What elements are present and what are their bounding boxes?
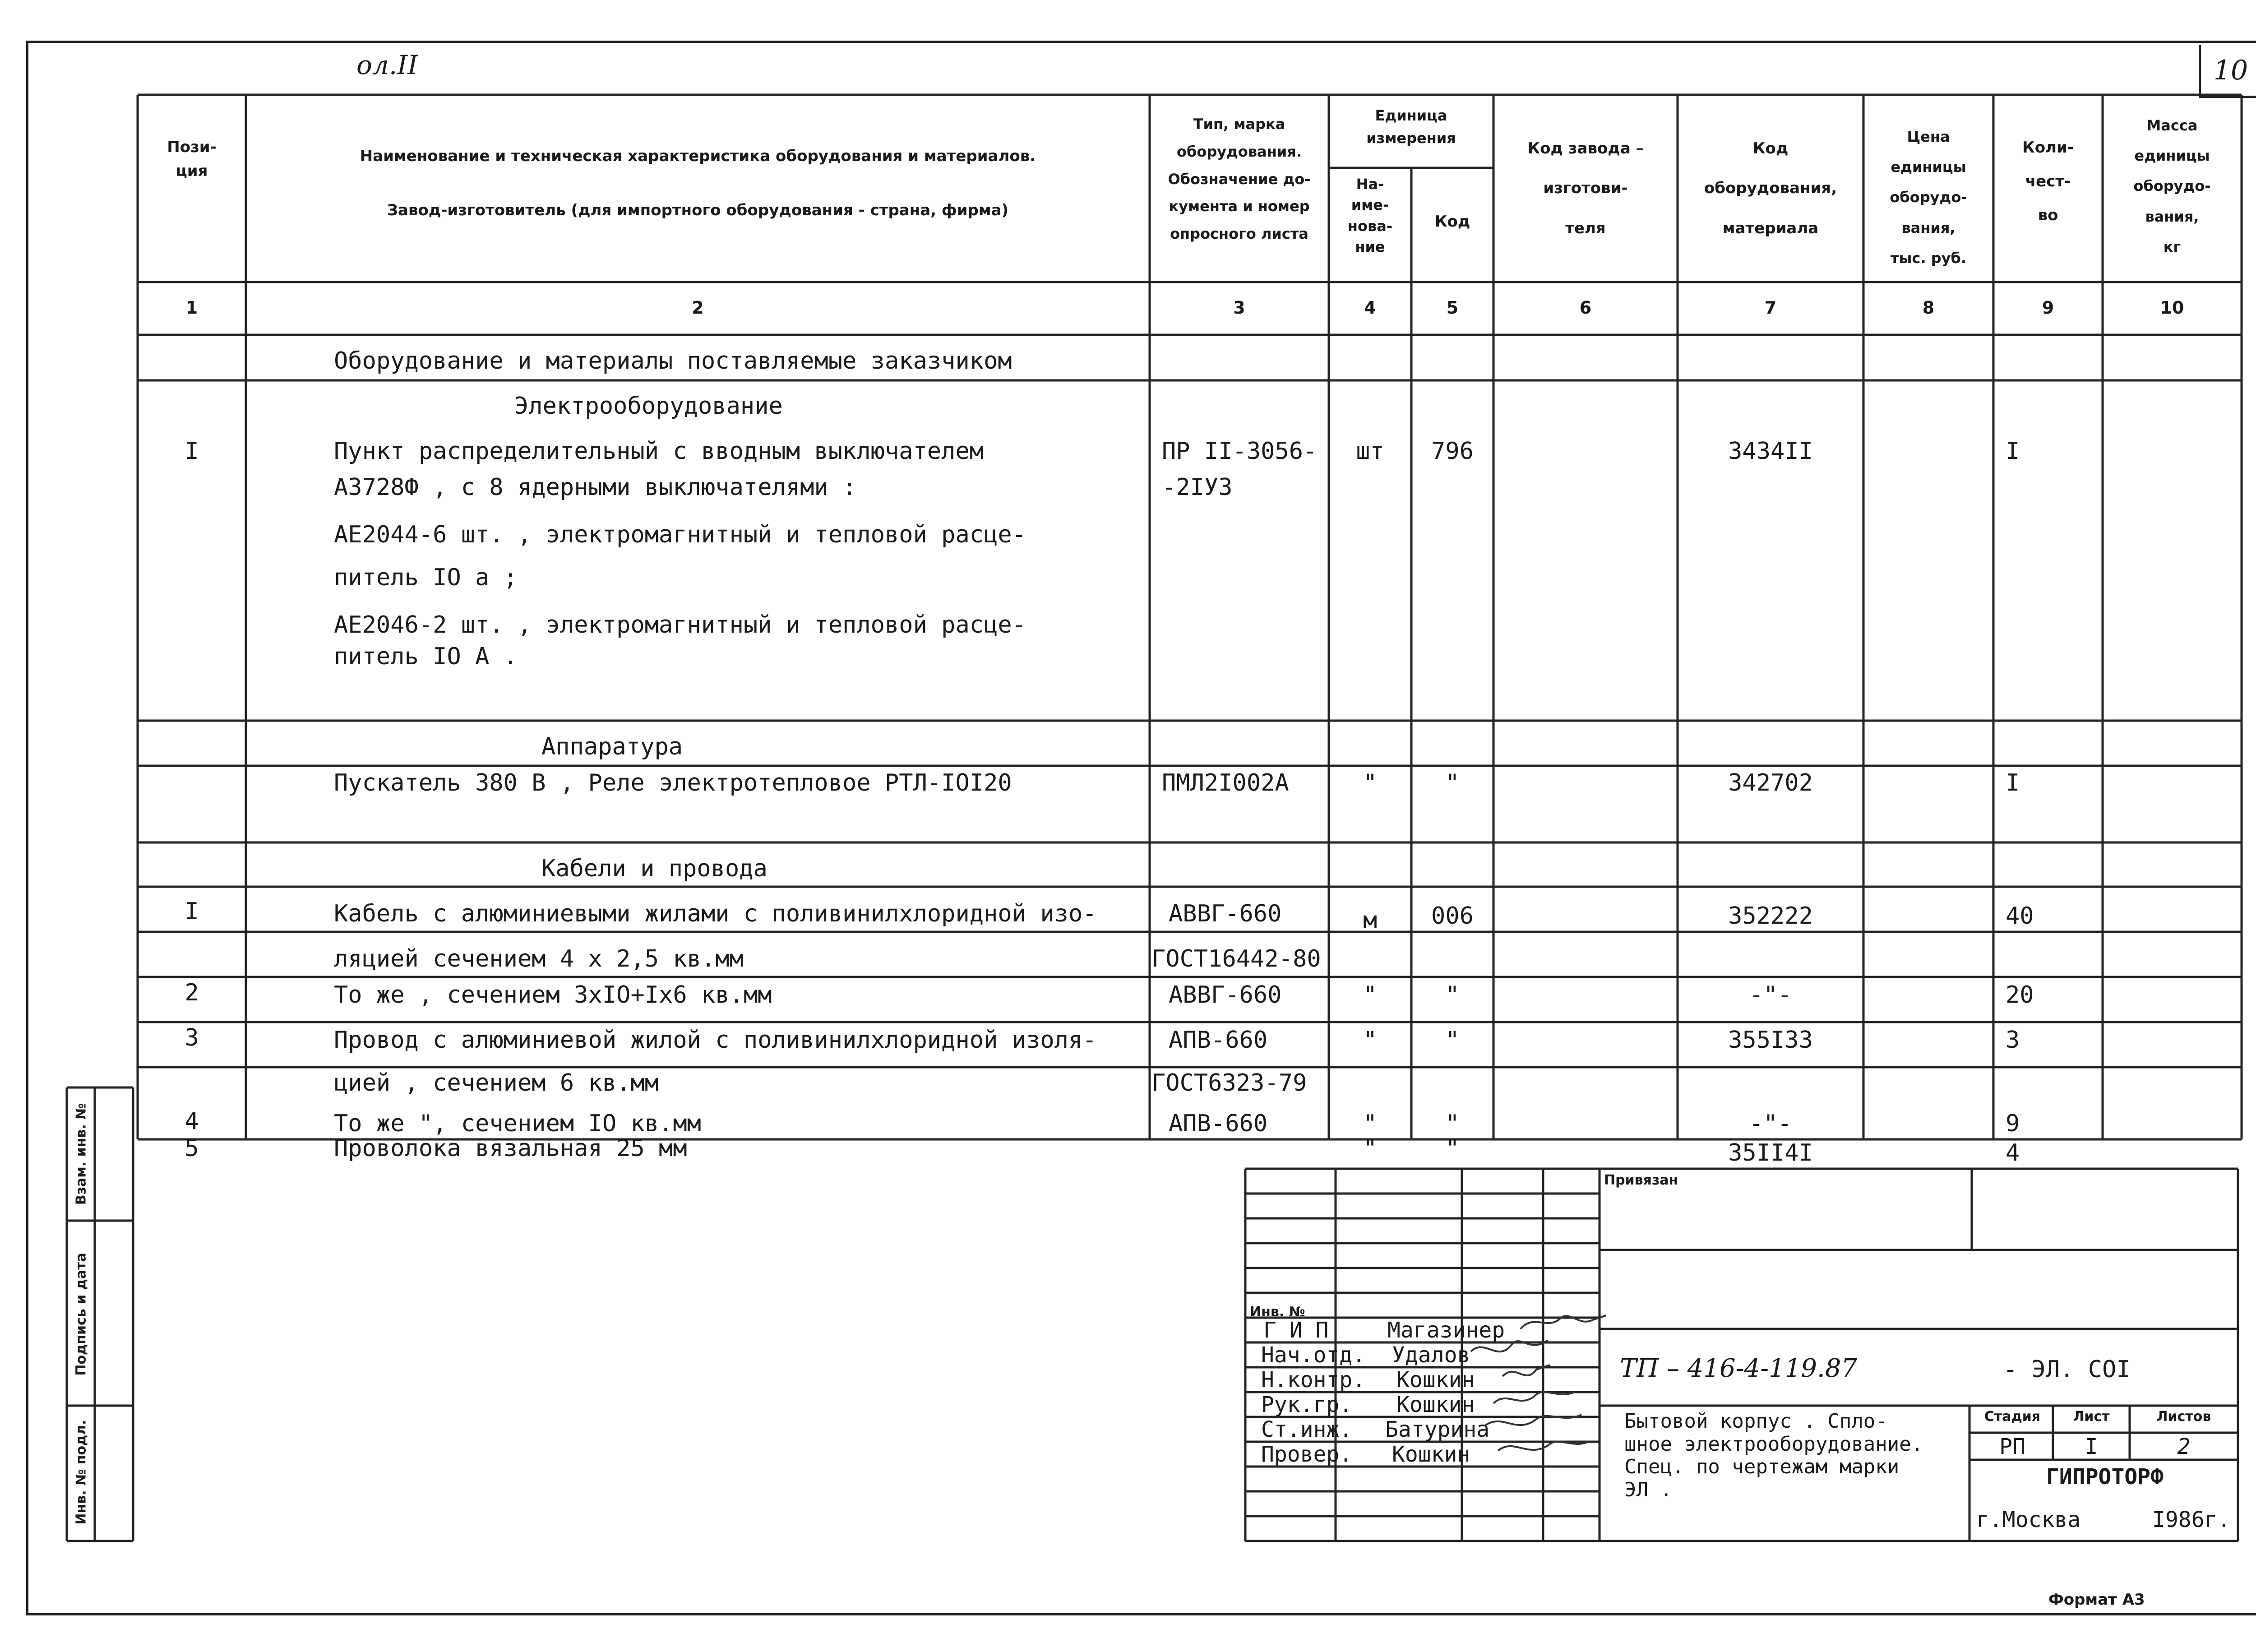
tb-city: г.Москва — [1976, 1507, 2081, 1532]
table-row-name: АЕ2044-6 шт. , электромагнитный и тепловой расце- — [334, 521, 1026, 548]
table-row-code: 796 — [1431, 438, 1474, 465]
table-row-item-code: -"- — [1749, 1110, 1792, 1137]
table-row-type: АВВГ-660 — [1169, 981, 1282, 1009]
tb-role: Н.контр. — [1261, 1367, 1366, 1393]
table-row-item-code: 355I33 — [1728, 1027, 1813, 1054]
table-row-name: питель IО А . — [334, 643, 518, 670]
tb-person: Удалов — [1392, 1342, 1470, 1368]
table-row-qty: 3 — [2006, 1027, 2020, 1054]
table-row-type: -2IУ3 — [1162, 474, 1233, 501]
table-row-pos: 5 — [185, 1135, 199, 1162]
tb-role: Провер. — [1261, 1442, 1353, 1467]
table-row-qty: I — [2006, 769, 2020, 796]
tb-sheet-label: Лист — [2073, 1409, 2110, 1425]
header-unit-code: Код — [1434, 213, 1470, 231]
format-label: Формат А3 — [2048, 1591, 2145, 1609]
col-number: 4 — [1364, 298, 1376, 318]
table-row-item-code: 352222 — [1728, 902, 1813, 930]
header-qty: Коли- чест- во — [2022, 139, 2074, 224]
header-name-line1: Наименование и техническая характеристика оборудования и материалов. — [360, 147, 1036, 165]
tb-sheets: 2 — [2177, 1434, 2191, 1459]
table-row-type: ГОСТ6323-79 — [1151, 1069, 1307, 1097]
table-row-qty: 40 — [2006, 902, 2034, 930]
table-row-pos: 2 — [185, 979, 199, 1006]
col-number: 8 — [1922, 298, 1935, 318]
table-row-qty: I — [2006, 438, 2020, 465]
tb-sheet: I — [2085, 1434, 2098, 1459]
table-row-pos: 4 — [185, 1108, 199, 1135]
table-row-type: АПВ-660 — [1169, 1027, 1268, 1054]
table-row-code: " — [1445, 769, 1460, 796]
table-row-pos: I — [185, 438, 199, 465]
corner-note: ол.II — [356, 50, 418, 80]
table-row-type: ПМЛ2I002А — [1162, 769, 1289, 796]
header-position: Пози- ция — [167, 138, 217, 180]
table-row-name: Пункт распределительный с вводным выключателем — [334, 438, 984, 465]
side-label-vzam-inv: Взам. инв. № — [73, 1103, 89, 1205]
table-row-name: То же ", сечением IО кв.мм — [334, 1110, 701, 1137]
table-row-unit: м — [1363, 907, 1378, 934]
col-number: 9 — [2042, 298, 2054, 318]
table-row-name: цией , сечением 6 кв.мм — [334, 1069, 659, 1097]
table-row-unit: " — [1363, 1110, 1378, 1137]
header-price: Цена единицы оборудо- вания, тыс. руб. — [1890, 128, 1967, 267]
col-number: 7 — [1764, 298, 1777, 318]
header-item-code: Код оборудования, материала — [1704, 139, 1837, 237]
col-number: 5 — [1446, 298, 1459, 318]
signatures — [1457, 1313, 1620, 1467]
table-row-name: То же , сечением 3хIО+Iх6 кв.мм — [334, 981, 772, 1009]
tb-person: Кошкин — [1396, 1392, 1475, 1417]
tb-person: Кошкин — [1392, 1442, 1470, 1467]
col-number: 2 — [692, 298, 704, 318]
tb-inv: Инв. № — [1250, 1304, 1305, 1320]
table-row-type: ГОСТ16442-80 — [1151, 945, 1321, 972]
table-row-name: Провод с алюминиевой жилой с поливинилхлоридной изоля- — [334, 1027, 1097, 1054]
table-row-item-code: 35II4I — [1728, 1139, 1813, 1166]
tb-role: Нач.отд. — [1261, 1342, 1366, 1368]
table-row-pos: I — [185, 898, 199, 925]
table-row-name: ляцией сечением 4 х 2,5 кв.мм — [334, 945, 744, 972]
section-title: Оборудование и материалы поставляемые заказчиком — [334, 347, 1012, 375]
section-title: Аппаратура — [541, 733, 683, 760]
tb-organization: ГИПРОТОРФ — [2046, 1464, 2164, 1490]
col-number: 6 — [1579, 298, 1592, 318]
table-row-type: АВВГ-660 — [1169, 900, 1282, 927]
col-number: 10 — [2160, 298, 2184, 318]
side-label-inv-podl: Инв. № подл. — [73, 1420, 89, 1525]
table-row-item-code: 342702 — [1728, 769, 1813, 796]
tb-stage-label: Стадия — [1984, 1409, 2041, 1425]
tb-role: Рук.гр. — [1261, 1392, 1353, 1417]
table-row-code: " — [1445, 1110, 1460, 1137]
side-label-signature-date: Подпись и дата — [73, 1253, 89, 1376]
tb-role: Ст.инж. — [1261, 1417, 1353, 1442]
header-name-line2: Завод-изготовитель (для импортного оборудования - страна, фирма) — [387, 201, 1009, 219]
table-row-qty: 20 — [2006, 981, 2034, 1009]
col-number: 3 — [1233, 298, 1245, 318]
tb-doc-suffix: - ЭЛ. СОI — [2003, 1356, 2131, 1383]
col-number: 1 — [185, 298, 198, 318]
table-row-code: " — [1445, 981, 1460, 1009]
table-row-item-code: 3434II — [1728, 438, 1813, 465]
header-type: Тип, марка оборудования. Обозначение до- кумента и номер опросного листа — [1168, 116, 1311, 243]
table-row-type: АПВ-660 — [1169, 1110, 1268, 1137]
tb-doc-code: ТП – 416-4-119.87 — [1620, 1354, 1858, 1383]
tb-person: Магазинер — [1387, 1318, 1505, 1343]
table-row-code: " — [1445, 1027, 1460, 1054]
tb-person: Батурина — [1385, 1417, 1490, 1442]
table-row-unit: " — [1363, 769, 1378, 796]
header-mass: Масса единицы оборудо- вания, кг — [2133, 117, 2211, 255]
table-row-name: АЕ2046-2 шт. , электромагнитный и тепловой расце- — [334, 611, 1026, 639]
tb-description: Бытовой корпус . Спло- шное электрооборудование. Спец. по чертежам марки ЭЛ . — [1624, 1410, 1923, 1501]
table-row-code: 006 — [1431, 902, 1474, 930]
table-row-unit: " — [1363, 1135, 1378, 1162]
table-row-code: " — [1445, 1135, 1460, 1162]
section-title: Электрооборудование — [514, 393, 783, 420]
table-row-name: А3728Ф , с 8 ядерными выключателями : — [334, 474, 857, 501]
table-row-name: Кабель с алюминиевыми жилами с поливинилхлоридной изо- — [334, 900, 1097, 927]
table-row-unit: " — [1363, 1027, 1378, 1054]
table-row-type: ПР II-3056- — [1162, 438, 1318, 465]
tb-person: Кошкин — [1396, 1367, 1475, 1393]
header-unit-group: Единица измерения — [1366, 107, 1456, 147]
table-row-qty: 4 — [2006, 1139, 2020, 1166]
table-row-name: питель IО а ; — [334, 564, 518, 591]
tb-privyazan: Привязан — [1604, 1172, 1678, 1188]
tb-sheets-label: Листов — [2156, 1409, 2211, 1425]
table-row-name: Пускатель 380 В , Реле электротепловое РТЛ-IОI20 — [334, 769, 1012, 796]
section-title: Кабели и провода — [541, 855, 767, 882]
table-row-name: Проволока вязальная 25 мм — [334, 1135, 687, 1162]
table-row-pos: 3 — [185, 1024, 199, 1051]
header-factory-code: Код завода – изготови- теля — [1527, 139, 1644, 237]
table-row-item-code: -"- — [1749, 981, 1792, 1009]
table-row-unit: " — [1363, 981, 1378, 1009]
tb-role: Г И П — [1263, 1318, 1329, 1343]
tb-stage: РП — [1999, 1434, 2025, 1459]
tb-year: I986г. — [2152, 1507, 2231, 1532]
sheet-number: 10 — [2199, 45, 2256, 98]
header-unit-name: На- име- нова- ние — [1347, 176, 1393, 256]
table-row-unit: шт — [1356, 438, 1384, 465]
table-row-qty: 9 — [2006, 1110, 2020, 1137]
